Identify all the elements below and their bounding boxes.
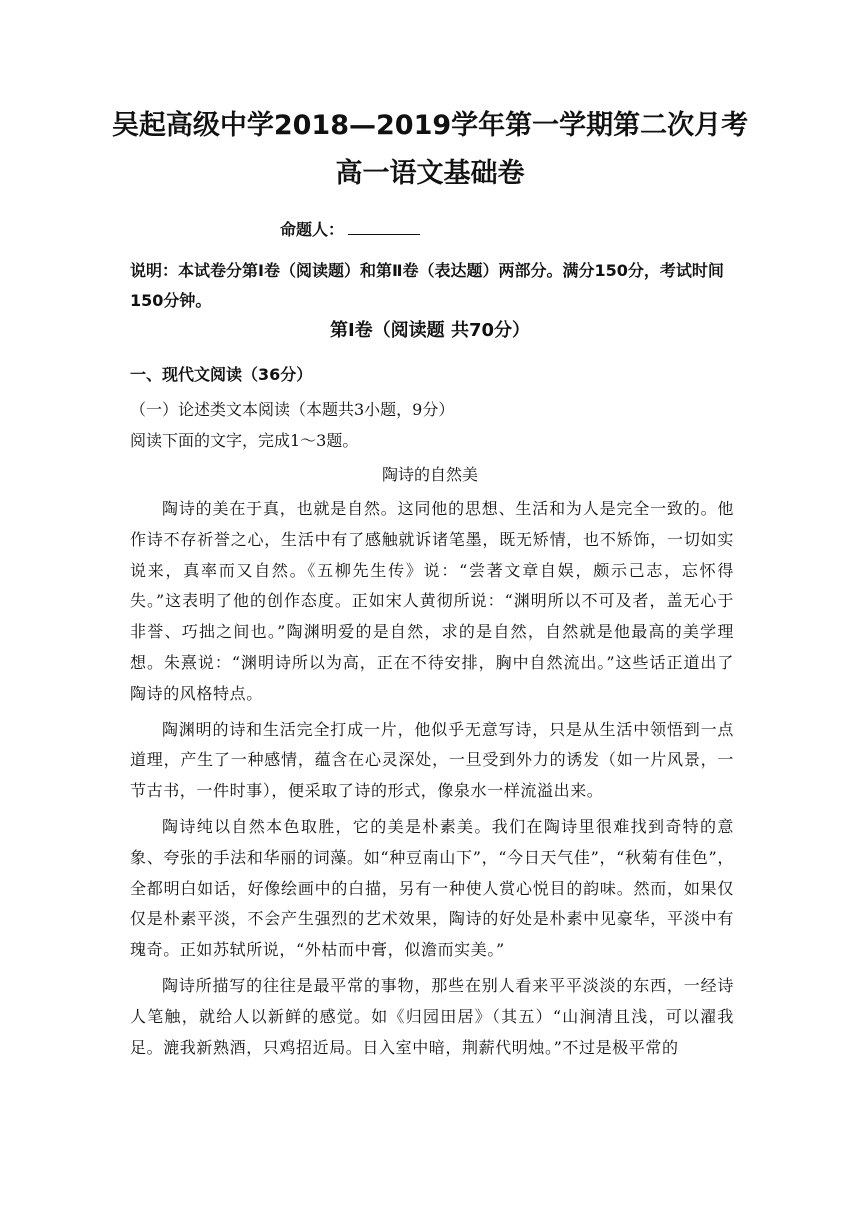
section-title: 第Ⅰ卷（阅读题 共70分） — [329, 320, 530, 341]
article-paragraph: 陶诗纯以自然本色取胜，它的美是朴素美。我们在陶诗里很难找到奇特的意象、夸张的手法和华丽的词藻。如“种豆南山下”，“今日天气佳”，“秋菊有佳色”，全都明白如话，好像绘画中的白描，另有一种使人赏心悦目的韵味。然而，如果仅仅是朴素平淡，不会产生强烈的艺术效果，陶诗的好处是朴素中见豪华，平淡中有瑰奇。正如苏轼所说，“外枯而中膏，似澹而实美。” — [130, 816, 734, 960]
article-paragraph: 陶诗所描写的往往是最平常的事物，那些在别人看来平平淡淡的东西，一经诗人笔触，就给人以新鲜的感觉。如《归园田居》（其五）“山涧清且浅，可以濯我足。漉我新熟酒，只鸡招近局。日入室中暗，荆薪代明烛。”不过是极平常的 — [130, 975, 734, 1057]
author-label: 命题人： — [280, 220, 345, 239]
article-paragraph: 陶诗的美在于真，也就是自然。这同他的思想、生活和为人是完全一致的。他作诗不存祈誉之心，生活中有了感触就诉诸笔墨，既无矫情，也不矫饰，一切如实说来，真率而又自然。《五柳先生传》说：“尝著文章自娱，颇示己志，忘怀得失。”这表明了他的创作态度。正如宋人黄彻所说：“渊明所以不可及者，盖无心于非誉、巧拙之间也。”陶渊明爱的是自然，求的是自然，自然就是他最高的美学理想。朱熹说：“渊明诗所以为高，正在不待安排，胸中自然流出。”这些话正道出了陶诗的风格特点。 — [130, 499, 734, 703]
author-blank — [348, 218, 420, 235]
reading-instruction: 阅读下面的文字，完成1～3题。 — [130, 431, 359, 450]
exam-subtitle: 高一语文基础卷 — [335, 158, 525, 189]
part-heading: 一、现代文阅读（36分） — [130, 365, 313, 384]
sub-heading: （一）论述类文本阅读（本题共3小题，9分） — [130, 400, 455, 419]
article-title: 陶诗的自然美 — [381, 465, 478, 484]
exam-instructions: 说明：本试卷分第Ⅰ卷（阅读题）和第Ⅱ卷（表达题）两部分。满分150分，考试时间150分钟。 — [130, 261, 724, 310]
exam-title: 吴起高级中学2018—2019学年第一学期第二次月考 — [111, 110, 749, 141]
article-body — [130, 494, 734, 1068]
article-paragraph: 陶渊明的诗和生活完全打成一片，他似乎无意写诗，只是从生活中领悟到一点道理，产生了一种感情，蕴含在心灵深处，一旦受到外力的诱发（如一片风景，一节古书，一件时事），便采取了诗的形式，像泉水一样流溢出来。 — [130, 719, 734, 801]
author-line — [280, 218, 420, 242]
